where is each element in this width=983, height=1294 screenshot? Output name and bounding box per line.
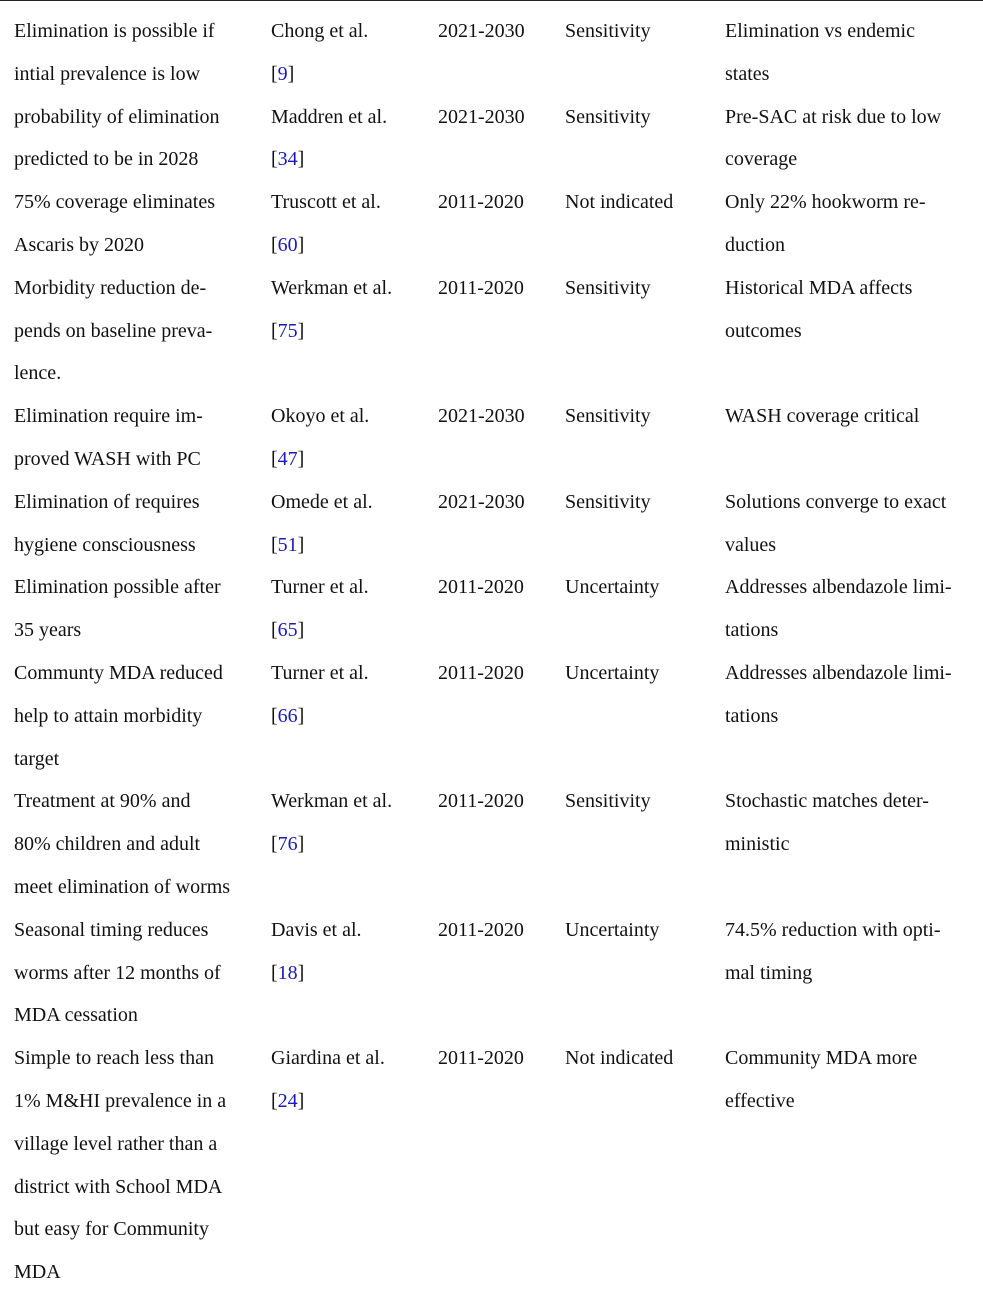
citation-line: [9]	[271, 62, 295, 85]
author-cell	[271, 566, 369, 652]
citation-link[interactable]: 47	[277, 447, 298, 470]
period-cell: 2011-2020	[438, 1047, 524, 1070]
finding-line: 1% M&HI prevalence in a	[14, 1089, 227, 1112]
analysis-cell: Not indicated	[565, 1047, 674, 1070]
author-name: Maddren et al.	[271, 105, 388, 128]
period-cell: 2021-2030	[438, 490, 525, 513]
notes-cell	[725, 481, 946, 567]
period-cell: 2021-2030	[438, 405, 525, 428]
finding-cell	[14, 780, 230, 908]
finding-line: Ascaris by 2020	[14, 233, 144, 256]
table-row	[0, 481, 983, 567]
finding-cell	[14, 181, 215, 267]
notes-cell	[725, 909, 941, 995]
author-name: Okoyo et al.	[271, 405, 370, 428]
findings-table	[0, 10, 983, 1294]
citation-link[interactable]: 9	[277, 62, 288, 85]
finding-line: Elimination require im-	[14, 405, 203, 428]
finding-cell	[14, 652, 223, 780]
author-cell	[271, 395, 369, 481]
author-cell	[271, 1037, 385, 1123]
notes-cell	[725, 10, 915, 96]
author-cell	[271, 481, 373, 567]
period-cell: 2011-2020	[438, 790, 524, 813]
notes-line: values	[725, 533, 777, 556]
notes-line: Pre-SAC at risk due to low	[725, 105, 942, 128]
citation-link[interactable]: 60	[277, 233, 298, 256]
period-cell: 2011-2020	[438, 661, 524, 684]
period-cell: 2011-2020	[438, 576, 524, 599]
notes-cell	[725, 267, 912, 353]
notes-line: Only 22% hookworm re-	[725, 191, 926, 214]
citation-link[interactable]: 65	[277, 619, 298, 642]
period-cell: 2011-2020	[438, 918, 524, 941]
author-cell	[271, 181, 381, 267]
citation-link[interactable]: 34	[277, 148, 298, 171]
notes-line: tations	[725, 619, 779, 642]
citation-line: [66]	[271, 704, 305, 727]
finding-line: lence.	[14, 362, 62, 385]
finding-line: Communty MDA reduced	[14, 661, 223, 684]
table-row	[0, 96, 983, 182]
notes-line: Elimination vs endemic	[725, 20, 915, 42]
finding-line: Elimination possible after	[14, 576, 221, 599]
author-name: Werkman et al.	[271, 790, 393, 813]
author-cell	[271, 10, 368, 96]
author-name: Davis et al.	[271, 918, 362, 941]
finding-line: target	[14, 747, 60, 770]
finding-cell	[14, 909, 221, 1037]
citation-link[interactable]: 75	[277, 319, 298, 342]
notes-line: 74.5% reduction with opti-	[725, 918, 941, 941]
notes-cell	[725, 96, 941, 182]
citation-line: [24]	[271, 1089, 305, 1112]
finding-line: worms after 12 months of	[14, 961, 221, 984]
table-row	[0, 1037, 983, 1294]
finding-line: Simple to reach less than	[14, 1047, 214, 1070]
notes-line: duction	[725, 233, 785, 256]
finding-line: hygiene consciousness	[14, 533, 196, 556]
table-row	[0, 909, 983, 1037]
finding-line: MDA	[14, 1261, 61, 1284]
analysis-cell: Sensitivity	[565, 405, 651, 428]
finding-cell	[14, 566, 221, 652]
finding-line: meet elimination of worms	[14, 875, 231, 898]
finding-line: village level rather than a	[14, 1132, 218, 1155]
notes-cell	[725, 181, 926, 267]
author-name: Turner et al.	[271, 661, 369, 684]
table-top-rule	[0, 0, 983, 1]
notes-cell	[725, 780, 929, 866]
analysis-cell: Uncertainty	[565, 576, 660, 599]
period-cell: 2011-2020	[438, 191, 524, 214]
table-row	[0, 566, 983, 652]
table-row	[0, 267, 983, 395]
table-row	[0, 780, 983, 908]
notes-line: Community MDA more	[725, 1047, 918, 1070]
notes-line: mal timing	[725, 961, 813, 984]
notes-cell	[725, 1037, 917, 1123]
citation-link[interactable]: 51	[277, 533, 298, 556]
finding-cell	[14, 267, 212, 395]
citation-link[interactable]: 66	[277, 704, 298, 727]
author-name: Chong et al.	[271, 20, 369, 42]
citation-line: [18]	[271, 961, 305, 984]
notes-line: effective	[725, 1089, 795, 1112]
period-cell: 2011-2020	[438, 276, 524, 299]
notes-line: Addresses albendazole limi-	[725, 661, 952, 684]
finding-line: help to attain morbidity	[14, 704, 203, 727]
notes-line: states	[725, 62, 770, 85]
period-cell: 2021-2030	[438, 20, 525, 42]
finding-line: pends on baseline preva-	[14, 319, 213, 342]
finding-cell	[14, 1037, 226, 1294]
citation-link[interactable]: 24	[277, 1089, 298, 1112]
analysis-cell: Sensitivity	[565, 490, 651, 513]
citation-line: [75]	[271, 319, 305, 342]
finding-line: Elimination of requires	[14, 490, 200, 513]
author-cell	[271, 96, 387, 182]
author-name: Truscott et al.	[271, 191, 381, 214]
finding-line: proved WASH with PC	[14, 447, 201, 470]
notes-line: coverage	[725, 148, 798, 171]
analysis-cell: Not indicated	[565, 191, 674, 214]
citation-line: [65]	[271, 619, 305, 642]
notes-line: WASH coverage critical	[725, 405, 920, 428]
author-name: Werkman et al.	[271, 276, 393, 299]
citation-line: [51]	[271, 533, 305, 556]
analysis-cell: Uncertainty	[565, 918, 660, 941]
finding-line: 80% children and adult	[14, 833, 201, 856]
finding-line: but easy for Community	[14, 1218, 209, 1241]
notes-line: Stochastic matches deter-	[725, 790, 929, 813]
citation-link[interactable]: 76	[277, 833, 298, 856]
table-row	[0, 181, 983, 267]
notes-line: tations	[725, 704, 779, 727]
finding-line: Treatment at 90% and	[14, 790, 191, 813]
citation-line: [60]	[271, 233, 305, 256]
author-cell	[271, 267, 392, 353]
analysis-cell: Uncertainty	[565, 661, 660, 684]
notes-line: Solutions converge to exact	[725, 490, 947, 513]
citation-line: [47]	[271, 447, 305, 470]
table-row	[0, 652, 983, 780]
citation-link[interactable]: 18	[277, 961, 298, 984]
author-name: Omede et al.	[271, 490, 373, 513]
analysis-cell: Sensitivity	[565, 20, 651, 42]
notes-line: ministic	[725, 833, 790, 856]
finding-line: Elimination is possible if	[14, 20, 215, 42]
finding-line: Morbidity reduction de-	[14, 276, 207, 299]
finding-cell	[14, 395, 203, 481]
finding-cell	[14, 10, 215, 96]
notes-line: Historical MDA affects	[725, 276, 913, 299]
finding-line: Seasonal timing reduces	[14, 918, 209, 941]
table-row	[0, 395, 983, 481]
finding-line: MDA cessation	[14, 1004, 138, 1027]
author-cell	[271, 652, 369, 738]
citation-line: [34]	[271, 148, 305, 171]
period-cell: 2021-2030	[438, 105, 525, 128]
finding-cell	[14, 96, 220, 182]
notes-cell	[725, 566, 952, 652]
analysis-cell: Sensitivity	[565, 105, 651, 128]
finding-line: predicted to be in 2028	[14, 148, 199, 171]
analysis-cell: Sensitivity	[565, 790, 651, 813]
author-cell	[271, 780, 392, 866]
analysis-cell: Sensitivity	[565, 276, 651, 299]
author-name: Giardina et al.	[271, 1047, 385, 1070]
finding-cell	[14, 481, 200, 567]
notes-line: outcomes	[725, 319, 802, 342]
finding-line: 35 years	[14, 619, 82, 642]
author-name: Turner et al.	[271, 576, 369, 599]
citation-line: [76]	[271, 833, 305, 856]
author-cell	[271, 909, 362, 995]
finding-line: 75% coverage eliminates	[14, 191, 216, 214]
notes-line: Addresses albendazole limi-	[725, 576, 952, 599]
finding-line: district with School MDA	[14, 1175, 223, 1198]
table-row	[0, 10, 983, 96]
notes-cell	[725, 652, 952, 738]
finding-line: probability of elimination	[14, 105, 220, 128]
notes-cell	[725, 395, 919, 438]
finding-line: intial prevalence is low	[14, 62, 201, 85]
